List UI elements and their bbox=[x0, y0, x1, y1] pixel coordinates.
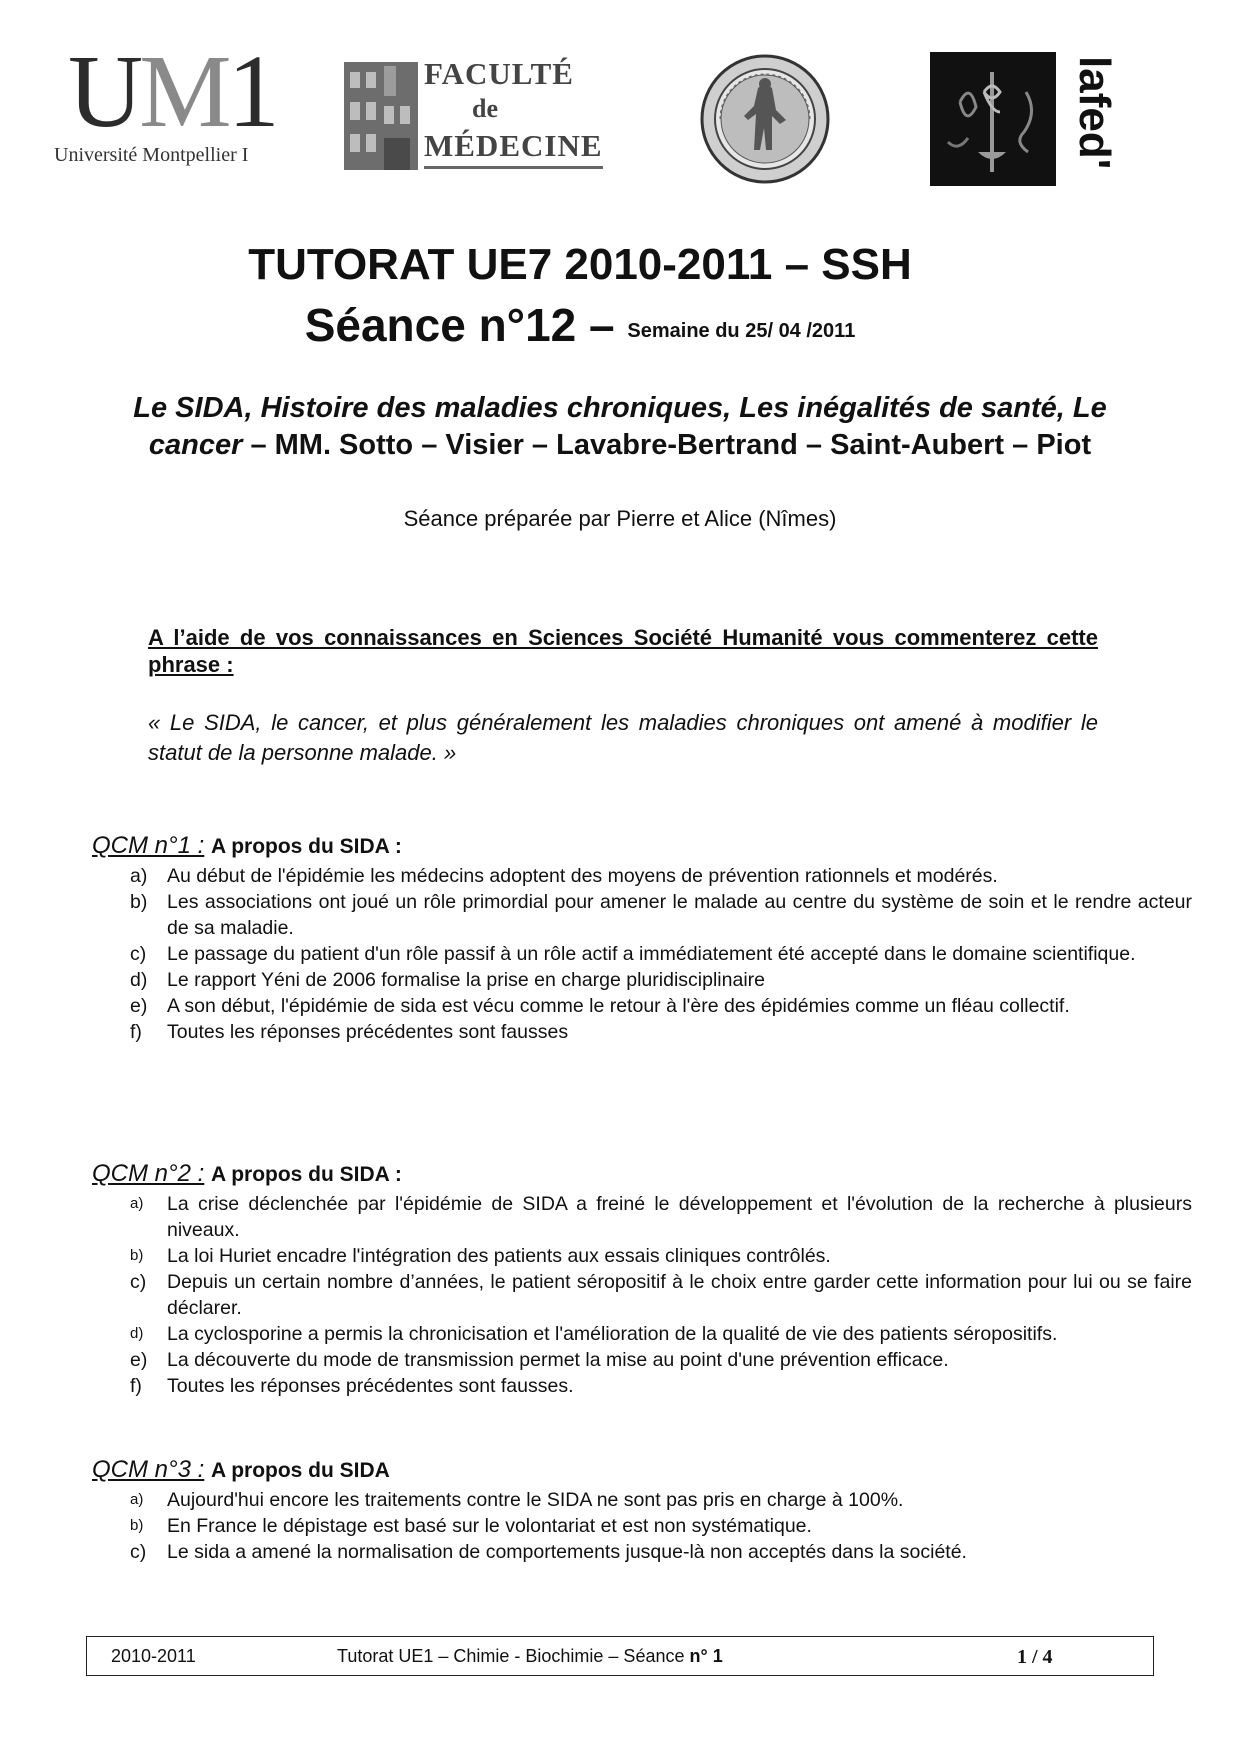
answer-text: La loi Huriet encadre l'intégration des patients aux essais cliniques contrôlés. bbox=[167, 1245, 831, 1267]
answer-text: La crise déclenchée par l'épidémie de SIDA a freiné le développement et l'évolution de la recherche à plusieurs niveaux. bbox=[167, 1193, 1192, 1241]
qcm-heading bbox=[92, 1456, 1192, 1485]
answer-text: Le rapport Yéni de 2006 formalise la prise en charge pluridisciplinaire bbox=[167, 969, 765, 991]
building-icon bbox=[344, 62, 418, 170]
qcm-2 bbox=[92, 1160, 1192, 1399]
answer-letter: c) bbox=[130, 1541, 147, 1563]
faculte-logo-text: FACULTÉ de MÉDECINE bbox=[424, 56, 620, 170]
qcm-answer bbox=[92, 889, 1192, 941]
footer-course bbox=[337, 1646, 723, 1667]
subtitle-authors: – MM. Sotto – Visier – Lavabre-Bertrand – Saint-Aubert – Piot bbox=[242, 429, 1092, 461]
seal-icon bbox=[700, 54, 830, 184]
subtitle-topics: Le SIDA, Histoire des maladies chroniques, Les inégalités de santé, Le cancer bbox=[133, 392, 1107, 461]
session-number: Séance n°12 – bbox=[304, 299, 615, 351]
answer-text: Toutes les réponses précédentes sont fausses bbox=[167, 1021, 569, 1043]
qcm-number: QCM n°1 : bbox=[92, 832, 205, 859]
qcm-answer bbox=[92, 1269, 1192, 1321]
qcm-topic: A propos du SIDA : bbox=[210, 1163, 402, 1186]
um1-logo-mark: UM1 bbox=[68, 34, 276, 149]
session-subtitle bbox=[120, 390, 1120, 464]
qcm-number: QCM n°2 : bbox=[92, 1160, 205, 1187]
lafed-logo bbox=[930, 52, 1119, 192]
answer-letter: d) bbox=[130, 969, 148, 991]
qcm-answer bbox=[92, 863, 1192, 889]
qcm-answer bbox=[92, 1019, 1192, 1045]
answer-letter: f) bbox=[130, 1375, 142, 1397]
qcm-answer bbox=[92, 967, 1192, 993]
page-number: 1 / 4 bbox=[1017, 1646, 1053, 1668]
answer-letter: b) bbox=[130, 1517, 144, 1534]
qcm-number: QCM n°3 : bbox=[92, 1456, 205, 1483]
prepared-by: Séance préparée par Pierre et Alice (Nîmes) bbox=[403, 506, 837, 531]
footer-course-prefix: Tutorat UE1 – Chimie - Biochimie – Séance bbox=[337, 1646, 690, 1666]
um1-logo-caption: Université Montpellier I bbox=[54, 144, 249, 166]
answer-letter: a) bbox=[130, 865, 148, 887]
faculte-medecine-logo bbox=[344, 56, 624, 174]
footer-course-number: n° 1 bbox=[689, 1646, 723, 1666]
answer-letter: c) bbox=[130, 943, 147, 965]
qcm-answer bbox=[92, 1539, 1192, 1565]
qcm-answers bbox=[92, 1191, 1192, 1399]
qcm-topic: A propos du SIDA : bbox=[210, 835, 402, 858]
essay-quote: « Le SIDA, le cancer, et plus généralement les maladies chroniques ont amené à modifier le statut de la personne malade. » bbox=[148, 710, 1098, 765]
answer-text: La découverte du mode de transmission permet la mise au point d'une prévention efficace. bbox=[167, 1349, 949, 1371]
qcm-answers bbox=[92, 1487, 1192, 1565]
answer-text: En France le dépistage est basé sur le volontariat et est non systématique. bbox=[167, 1515, 812, 1537]
essay-instruction: A l’aide de vos connaissances en Sciences Société Humanité vous commenterez cette phrase : bbox=[148, 625, 1098, 677]
answer-text: Le sida a amené la normalisation de comportements jusque-là non acceptés dans la société. bbox=[167, 1541, 967, 1563]
qcm-answer bbox=[92, 1191, 1192, 1243]
answer-text: Toutes les réponses précédentes sont fausses. bbox=[167, 1375, 574, 1397]
page-title: TUTORAT UE7 2010-2011 – SSH bbox=[248, 240, 912, 289]
qcm-answer bbox=[92, 993, 1192, 1019]
qcm-1 bbox=[92, 832, 1192, 1045]
answer-text: Aujourd'hui encore les traitements contre le SIDA ne sont pas pris en charge à 100%. bbox=[167, 1489, 904, 1511]
answer-letter: e) bbox=[130, 995, 148, 1017]
session-week: Semaine du 25/ 04 /2011 bbox=[627, 320, 856, 342]
qcm-answer bbox=[92, 1513, 1192, 1539]
answer-letter: a) bbox=[130, 1491, 144, 1508]
answer-text: A son début, l'épidémie de sida est vécu comme le retour à l'ère des épidémies comme un fléau collectif. bbox=[167, 995, 1070, 1017]
answer-letter: c) bbox=[130, 1271, 147, 1293]
answer-text: La cyclosporine a permis la chronicisation et l'amélioration de la qualité de vie des patients séropositifs. bbox=[167, 1323, 1058, 1345]
faculty-seal-logo bbox=[700, 54, 830, 184]
answer-text: Les associations ont joué un rôle primordial pour amener le malade au centre du système de soin et le rendre acteur de sa maladie. bbox=[167, 891, 1192, 939]
qcm-heading bbox=[92, 1160, 1192, 1189]
answer-text: Au début de l'épidémie les médecins adoptent des moyens de prévention rationnels et modérés. bbox=[167, 865, 998, 887]
um1-logo bbox=[50, 34, 290, 180]
qcm-answer bbox=[92, 941, 1192, 967]
footer-year: 2010-2011 bbox=[111, 1646, 196, 1666]
qcm-answer bbox=[92, 1347, 1192, 1373]
lafed-logo-mark bbox=[930, 52, 1119, 192]
qcm-heading bbox=[92, 832, 1192, 861]
answer-letter: e) bbox=[130, 1349, 148, 1371]
qcm-3 bbox=[92, 1456, 1192, 1565]
session-heading bbox=[0, 298, 1000, 352]
qcm-answers bbox=[92, 863, 1192, 1045]
answer-letter: b) bbox=[130, 891, 148, 913]
lafed-logo-text: lafed' bbox=[1070, 56, 1119, 170]
page-footer bbox=[86, 1636, 1154, 1676]
answer-text: Depuis un certain nombre d’années, le patient séropositif à le choix entre garder cette information pour lui ou se faire déclarer. bbox=[167, 1271, 1192, 1319]
answer-letter: b) bbox=[130, 1247, 144, 1264]
answer-letter: f) bbox=[130, 1021, 142, 1043]
qcm-answer bbox=[92, 1373, 1192, 1399]
qcm-topic: A propos du SIDA bbox=[210, 1459, 390, 1482]
answer-text: Le passage du patient d'un rôle passif à un rôle actif a immédiatement été accepté dans le domaine scientifique. bbox=[167, 943, 1136, 965]
qcm-answer bbox=[92, 1487, 1192, 1513]
qcm-answer bbox=[92, 1243, 1192, 1269]
qcm-answer bbox=[92, 1321, 1192, 1347]
answer-letter: d) bbox=[130, 1325, 144, 1342]
answer-letter: a) bbox=[130, 1195, 144, 1212]
